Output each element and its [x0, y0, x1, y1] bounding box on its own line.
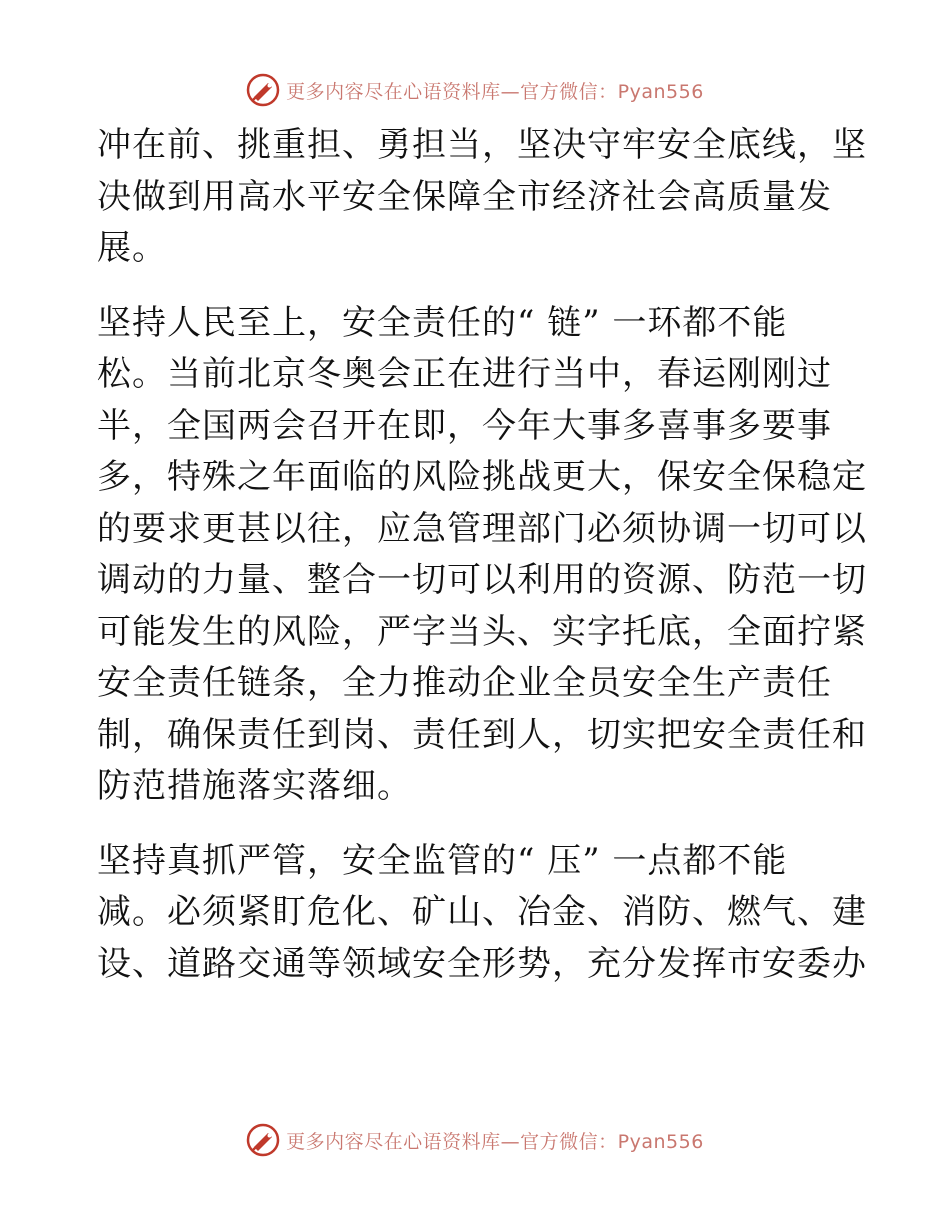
footer-watermark-text: 更多内容尽在心语资料库—官方微信：Pyan556: [286, 1130, 704, 1153]
text-line: 决做到用高水平安全保障全市经济社会高质量发: [97, 176, 832, 217]
pen-nib-logo-icon: [246, 73, 280, 107]
footer-watermark: [0, 1120, 950, 1160]
text-line: 制，确保责任到岗、责任到人，切实把安全责任和: [97, 714, 867, 755]
text-line: 调动的力量、整合一切可以利用的资源、防范一切: [97, 560, 867, 600]
text-line: 坚持真抓严管，安全监管的“ 压” 一点都不能: [97, 840, 788, 881]
text-line: 设、道路交通等领域安全形势，充分发挥市安委办: [97, 943, 867, 984]
text-line: 坚持人民至上，安全责任的“ 链” 一环都不能: [97, 302, 788, 343]
document-body: [97, 120, 867, 990]
paragraph-3: [97, 836, 867, 991]
text-line: 半，全国两会召开在即，今年大事多喜事多要事: [97, 405, 832, 446]
paragraph-1: [97, 120, 867, 275]
text-line: 可能发生的风险，严字当头、实字托底，全面拧紧: [97, 611, 867, 652]
header-watermark-text: 更多内容尽在心语资料库—官方微信：Pyan556: [286, 80, 704, 103]
text-line: 冲在前、挑重担、勇担当，坚决守牢安全底线，坚: [97, 125, 867, 165]
header-watermark: [0, 70, 950, 110]
paragraph-2: [97, 298, 867, 813]
text-line: 展。: [97, 228, 167, 268]
text-line: 多，特殊之年面临的风险挑战更大，保安全保稳定: [97, 457, 867, 497]
text-line: 的要求更甚以往，应急管理部门必须协调一切可以: [97, 508, 867, 549]
text-line: 减。必须紧盯危化、矿山、冶金、消防、燃气、建: [97, 892, 867, 932]
pen-nib-logo-icon: [246, 1123, 280, 1157]
text-line: 松。当前北京冬奥会正在进行当中，春运刚刚过: [97, 354, 832, 394]
text-line: 防范措施落实落细。: [97, 766, 412, 806]
text-line: 安全责任链条，全力推动企业全员安全生产责任: [97, 663, 832, 703]
